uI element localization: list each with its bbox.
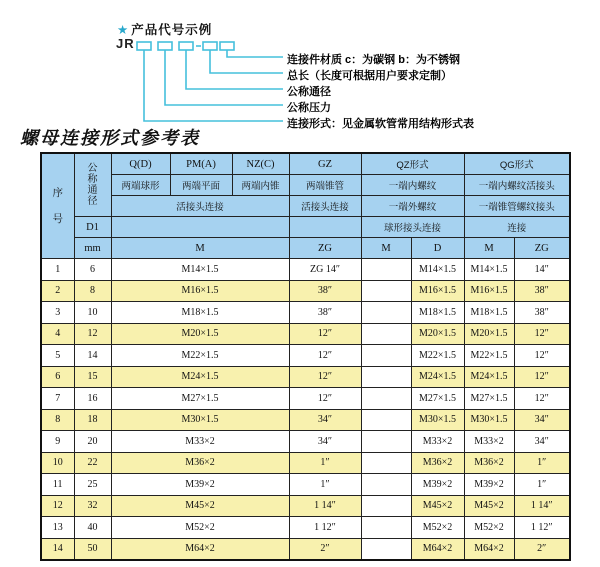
table-cell: M33×2 — [411, 431, 464, 453]
header-cell-qz_conn: 球形接头连接 — [361, 217, 464, 238]
table-cell: 34″ — [289, 409, 361, 431]
table-cell: 8 — [41, 409, 74, 431]
table-cell: 18 — [74, 409, 111, 431]
header-cell-qz_desc1: 一端内螺纹 — [361, 175, 464, 196]
header-cell-d2: D — [411, 238, 464, 259]
table-cell: 22 — [74, 452, 111, 474]
table-cell: 12 — [74, 323, 111, 345]
table-cell: 38″ — [514, 280, 570, 302]
table-cell: M18×1.5 — [464, 302, 514, 324]
table-cell: 13 — [41, 517, 74, 539]
table-cell: M16×1.5 — [411, 280, 464, 302]
header-cell-col_nzc: NZ(C) — [232, 153, 289, 175]
header-row-5 — [41, 238, 570, 259]
table-cell: 15 — [74, 366, 111, 388]
header-cell-qg_desc1: 一端内螺纹活接头 — [464, 175, 570, 196]
table-cell: 14″ — [514, 259, 570, 281]
table-row-7 — [41, 388, 570, 410]
code-label-0: 连接件材质 c：为碳钢 b：为不锈钢 — [287, 54, 460, 66]
header-cell — [289, 217, 361, 238]
table-cell — [361, 495, 411, 517]
table-cell: 16 — [74, 388, 111, 410]
table-cell: M39×2 — [464, 474, 514, 496]
table-cell: 1 14″ — [514, 495, 570, 517]
table-cell: M45×2 — [411, 495, 464, 517]
header-cell-qz_desc2: 一端外螺纹 — [361, 196, 464, 217]
table-cell — [361, 302, 411, 324]
table-cell — [361, 409, 411, 431]
header-row-4 — [41, 217, 570, 238]
table-cell: M52×2 — [464, 517, 514, 539]
table-cell: M16×1.5 — [464, 280, 514, 302]
header-row-2 — [41, 175, 570, 196]
table-row-2 — [41, 280, 570, 302]
table-cell: 12″ — [514, 345, 570, 367]
table-cell: 9 — [41, 431, 74, 453]
code-label-2: 公称通径 — [287, 86, 331, 98]
table-row-1 — [41, 259, 570, 281]
table-cell: 10 — [74, 302, 111, 324]
table-cell: M16×1.5 — [111, 280, 289, 302]
table-cell: 12″ — [289, 323, 361, 345]
table-cell: M30×1.5 — [464, 409, 514, 431]
table-cell — [361, 431, 411, 453]
table-cell: M20×1.5 — [111, 323, 289, 345]
table-cell: 12″ — [514, 323, 570, 345]
table-cell — [361, 538, 411, 560]
table-row-11 — [41, 474, 570, 496]
table-cell: 11 — [41, 474, 74, 496]
table-cell: 1 12″ — [514, 517, 570, 539]
table-cell: 3 — [41, 302, 74, 324]
table-cell: M27×1.5 — [411, 388, 464, 410]
table-cell: M64×2 — [464, 538, 514, 560]
header-cell-qd_desc: 两端球形 — [111, 175, 170, 196]
table-cell: M33×2 — [111, 431, 289, 453]
product-code-prefix: JR — [116, 36, 135, 51]
table-cell: 34″ — [514, 431, 570, 453]
table-cell: 38″ — [514, 302, 570, 324]
table-cell: M14×1.5 — [411, 259, 464, 281]
lead-line-bore — [186, 50, 283, 89]
table-row-13 — [41, 517, 570, 539]
table-cell: 1 12″ — [289, 517, 361, 539]
table-row-9 — [41, 431, 570, 453]
table-cell: 6 — [41, 366, 74, 388]
table-cell: 12″ — [289, 345, 361, 367]
code-box-3 — [179, 42, 193, 50]
table-cell: M20×1.5 — [464, 323, 514, 345]
table-cell: 32 — [74, 495, 111, 517]
table-cell — [361, 517, 411, 539]
table-cell: M27×1.5 — [111, 388, 289, 410]
header-row-1 — [41, 153, 570, 175]
table-cell: M45×2 — [111, 495, 289, 517]
header-cell-col_qg: QG形式 — [464, 153, 570, 175]
header-cell-col_pma: PM(A) — [170, 153, 232, 175]
table-cell: 12″ — [289, 388, 361, 410]
lead-line-pressure — [165, 50, 283, 105]
code-box-4 — [203, 42, 217, 50]
table-row-4 — [41, 323, 570, 345]
header-cell-m1: M — [111, 238, 289, 259]
table-cell: 8 — [74, 280, 111, 302]
table-cell — [361, 452, 411, 474]
table-body — [41, 259, 570, 561]
table-row-14 — [41, 538, 570, 560]
table-cell: 12″ — [514, 388, 570, 410]
table-cell: 1″ — [514, 474, 570, 496]
table-row-5 — [41, 345, 570, 367]
header-cell-qg_desc2: 一端锥管螺纹接头 — [464, 196, 570, 217]
table-cell: 34″ — [514, 409, 570, 431]
header-cell-pma_desc: 两端平面 — [170, 175, 232, 196]
table-cell: M39×2 — [111, 474, 289, 496]
table-cell: 2″ — [514, 538, 570, 560]
table-cell: M64×2 — [111, 538, 289, 560]
header-cell — [111, 217, 289, 238]
table-cell: M36×2 — [111, 452, 289, 474]
product-code-heading-text: 产品代号示例 — [131, 23, 213, 37]
header-cell-d1: D1 — [74, 217, 111, 238]
table-cell: M52×2 — [111, 517, 289, 539]
table-cell: M36×2 — [411, 452, 464, 474]
table-cell — [361, 345, 411, 367]
nut-connection-table — [40, 152, 571, 561]
header-cell-mm: mm — [74, 238, 111, 259]
table-cell: 50 — [74, 538, 111, 560]
table-cell: 14 — [41, 538, 74, 560]
table-cell: 40 — [74, 517, 111, 539]
table-title: 螺母连接形式参考表 — [20, 128, 200, 148]
table-cell: M30×1.5 — [411, 409, 464, 431]
table-cell: M33×2 — [464, 431, 514, 453]
table-cell: M18×1.5 — [111, 302, 289, 324]
table-cell: M24×1.5 — [464, 366, 514, 388]
code-box-1 — [137, 42, 151, 50]
table-cell: 2″ — [289, 538, 361, 560]
table-cell: ZG 14″ — [289, 259, 361, 281]
table-cell: M14×1.5 — [111, 259, 289, 281]
table-cell: M52×2 — [411, 517, 464, 539]
table-cell: 5 — [41, 345, 74, 367]
code-label-1: 总长（长度可根据用户要求定制） — [287, 70, 452, 82]
table-cell: 4 — [41, 323, 74, 345]
table-cell — [361, 474, 411, 496]
table-row-6 — [41, 366, 570, 388]
table-cell: 1″ — [514, 452, 570, 474]
header-cell-col_gz: GZ — [289, 153, 361, 175]
table-cell: 1 — [41, 259, 74, 281]
table-cell: 12″ — [289, 366, 361, 388]
header-cell-zg1: ZG — [289, 238, 361, 259]
table-cell: 1″ — [289, 452, 361, 474]
table-cell: 25 — [74, 474, 111, 496]
table-cell — [361, 388, 411, 410]
table-cell: 1″ — [289, 474, 361, 496]
table-cell — [361, 323, 411, 345]
table-cell: M27×1.5 — [464, 388, 514, 410]
table-cell: M14×1.5 — [464, 259, 514, 281]
table-cell: M20×1.5 — [411, 323, 464, 345]
table-cell: 20 — [74, 431, 111, 453]
header-cell-m3: M — [464, 238, 514, 259]
table-cell: 14 — [74, 345, 111, 367]
table-cell: M24×1.5 — [411, 366, 464, 388]
table-row-3 — [41, 302, 570, 324]
table-cell: 6 — [74, 259, 111, 281]
header-cell-gz_conn: 活接头连接 — [289, 196, 361, 217]
header-cell-bore: 公 称 通 径 — [74, 153, 111, 217]
header-cell-nzc_desc: 两端内锥 — [232, 175, 289, 196]
table-cell: 1 14″ — [289, 495, 361, 517]
code-label-3: 公称压力 — [287, 102, 331, 114]
table-cell: M36×2 — [464, 452, 514, 474]
code-label-4: 连接形式：见金属软管常用结构形式表 — [287, 118, 474, 130]
table-cell: 12 — [41, 495, 74, 517]
table-cell: 10 — [41, 452, 74, 474]
table-row-8 — [41, 409, 570, 431]
table-cell: M45×2 — [464, 495, 514, 517]
header-cell-gz_desc: 两端锥管 — [289, 175, 361, 196]
header-cell-zg3: ZG — [514, 238, 570, 259]
code-box-5 — [220, 42, 234, 50]
table-cell: M22×1.5 — [411, 345, 464, 367]
header-cell-seq: 序 号 — [41, 153, 74, 259]
table-cell: 38″ — [289, 302, 361, 324]
header-cell-union_conn: 活接头连接 — [111, 196, 289, 217]
lead-line-length — [210, 50, 283, 73]
table-row-12 — [41, 495, 570, 517]
table-cell — [361, 366, 411, 388]
table-cell: M24×1.5 — [111, 366, 289, 388]
table-cell: M64×2 — [411, 538, 464, 560]
star-icon: ★ — [117, 23, 130, 37]
header-cell-col_qz: QZ形式 — [361, 153, 464, 175]
header-cell-m2: M — [361, 238, 411, 259]
table-cell: 34″ — [289, 431, 361, 453]
table-cell: M18×1.5 — [411, 302, 464, 324]
table-cell: M30×1.5 — [111, 409, 289, 431]
table-cell — [361, 280, 411, 302]
table-header — [41, 153, 570, 259]
header-cell-col_qd: Q(D) — [111, 153, 170, 175]
lead-line-material — [227, 50, 283, 57]
header-cell-qg_conn: 连接 — [464, 217, 570, 238]
table-cell: 2 — [41, 280, 74, 302]
table-cell: 7 — [41, 388, 74, 410]
table-cell: 12″ — [514, 366, 570, 388]
header-row-3 — [41, 196, 570, 217]
table-cell — [361, 259, 411, 281]
table-cell: M22×1.5 — [111, 345, 289, 367]
table-row-10 — [41, 452, 570, 474]
table-cell: M39×2 — [411, 474, 464, 496]
table-cell: M22×1.5 — [464, 345, 514, 367]
table-cell: 38″ — [289, 280, 361, 302]
code-box-2 — [158, 42, 172, 50]
